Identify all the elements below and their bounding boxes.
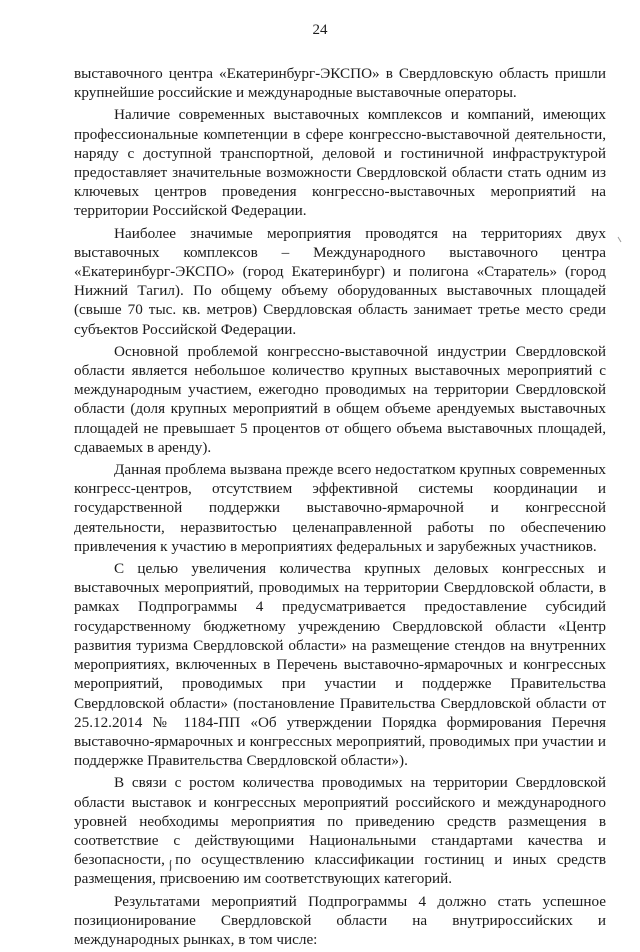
paragraph-subsidies: С целью увеличения количества крупных деловых конгрессных и выставочных мероприятий, проводимых на территории Свердловской области, в рамках Подпрограммы 4 предусматривается предоставление субсидий государственному бюджетному учреждению Свердловской области «Центр развития туризма Свердловской области» на размещение стендов на внутренних мероприятиях, включенных в Перечень выставочно-ярмарочных и конгрессных мероприятий, проводимых при участии и поддержке Правительства Свердловской области» (постановление Правительства Свердловской области от 25.12.2014 № 1184-ПП «Об утверждении Порядка формирования Перечня выставочно-ярмарочных и конгрессных мероприятий, проводимых при участии и поддержке Правительства Свердловской области»). [74,560,606,770]
paragraph-results: Результатами мероприятий Подпрограммы 4 должно стать успешное позиционирование Свердловской области на внутрироссийских и международных рынках, в том числе: [74,892,606,948]
scan-speck-mark [617,236,623,244]
paragraph-problem-causes: Данная проблема вызвана прежде всего недостатком крупных современных конгресс-центров, отсутствием эффективной системы координации и государственной поддержки выставочно-ярмарочной и конгрессной деятельности, неразвитостью целенаправленной работы по обеспечению привлечения к участию в мероприятиях федеральных и зарубежных участников. [74,461,606,555]
paragraph-accommodation-standards: В связи с ростом количества проводимых на территории Свердловской области выставок и конгрессных мероприятий российского и международного уровней необходимы мероприятия по приведению средств размещения в соответствие с действующими Национальными стандартами качества и безопасности, по осуществлению классификации гостиниц и иных средств размещения, присвоению им соответствующих категорий. [74,774,606,888]
paragraph-continuation: выставочного центра «Екатеринбург-ЭКСПО» в Свердловскую область пришли крупнейшие российские и международные выставочные операторы. [74,65,606,102]
body-text [74,64,606,952]
scan-artifact-mark [163,858,177,894]
paragraph-main-problem: Основной проблемой конгрессно-выставочной индустрии Свердловской области является небольшое количество крупных выставочных мероприятий с международным участием, ежегодно проводимых на территории Свердловской области (доля крупных мероприятий в общем объеме арендуемых выставочных площадей не превышает 5 процентов от общего объема выставочных площадей, сдаваемых в аренду). [74,342,606,456]
paragraph-exhibition-complexes: Наиболее значимые мероприятия проводятся на территориях двух выставочных комплексов – Международного выставочного центра «Екатеринбург-ЭКСПО» (город Екатеринбург) и полигона «Старатель» (город Нижний Тагил). По общему объему оборудованных выставочных площадей (свыше 70 тыс. кв. метров) Свердловская область занимает третье место среди субъектов Российской Федерации. [74,224,606,338]
page-number: 24 [312,22,328,38]
paragraph-infrastructure: Наличие современных выставочных комплексов и компаний, имеющих профессиональные компетенции в сфере конгрессно-выставочной деятельности, наряду с доступной транспортной, деловой и гостиничной инфраструктурой предоставляет значительные возможности Свердловской области стать одним из ключевых центров проведения конгрессно-выставочных мероприятий на территории Российской Федерации. [74,106,606,220]
